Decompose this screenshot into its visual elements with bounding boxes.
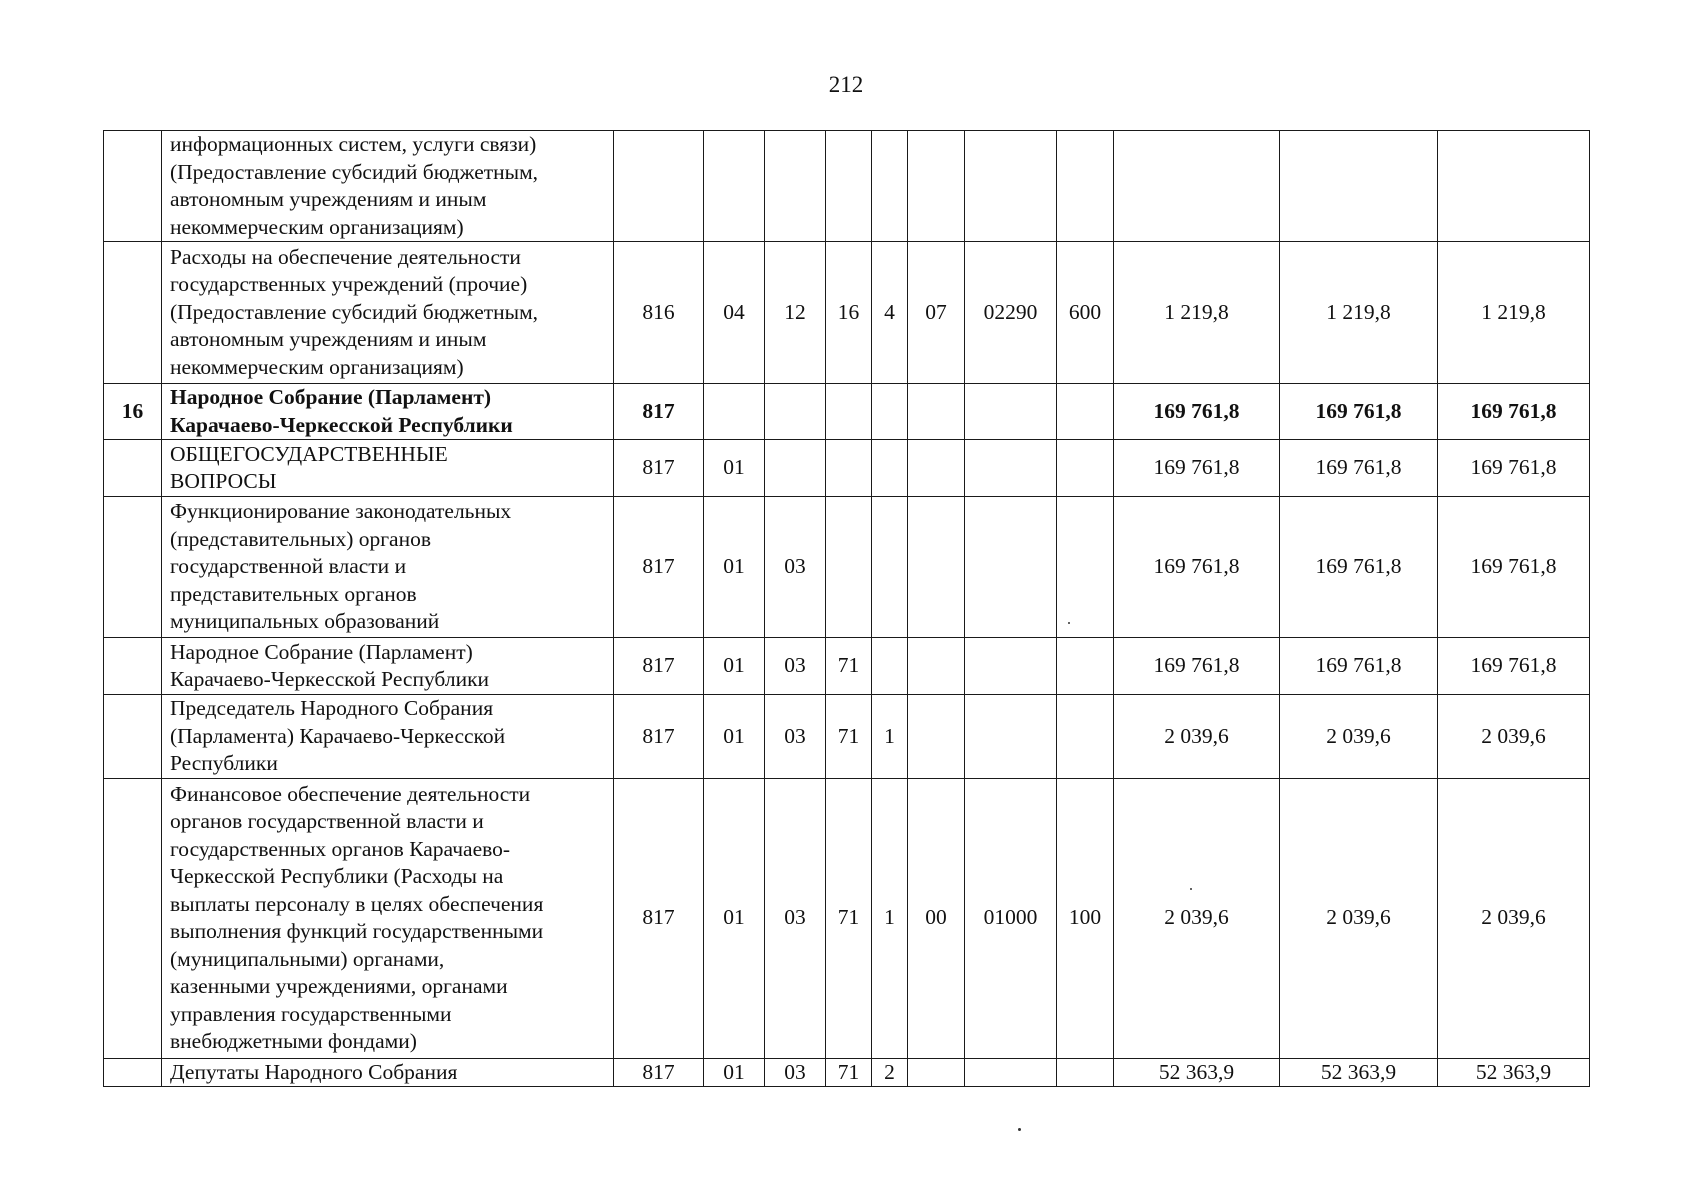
code-subprogram-cell: 2 bbox=[872, 1058, 908, 1086]
row-number-cell bbox=[104, 778, 162, 1058]
amount-year-3-cell: 1 219,8 bbox=[1438, 242, 1590, 384]
scan-speck bbox=[1190, 888, 1192, 890]
amount-year-2-cell: 169 761,8 bbox=[1280, 497, 1438, 638]
item-name-cell: информационных систем, услуги связи) (Предоставление субсидий бюджетным, автономным учреждениям и иным некоммерческим организациям) bbox=[162, 131, 614, 242]
code-expense-type-cell bbox=[1057, 131, 1114, 242]
code-ministry-cell: 817 bbox=[614, 1058, 704, 1086]
row-number-cell bbox=[104, 1058, 162, 1086]
table-row bbox=[104, 497, 1590, 638]
code-subsection-cell: 12 bbox=[765, 242, 826, 384]
table-row bbox=[104, 384, 1590, 440]
code-direction-cell: 02290 bbox=[965, 242, 1057, 384]
scan-speck bbox=[1068, 622, 1070, 624]
code-main-event-cell: 00 bbox=[908, 778, 965, 1058]
amount-year-2-cell: 2 039,6 bbox=[1280, 695, 1438, 779]
scan-speck bbox=[1018, 1128, 1021, 1131]
amount-year-3-cell: 169 761,8 bbox=[1438, 384, 1590, 440]
amount-year-3-cell: 2 039,6 bbox=[1438, 778, 1590, 1058]
amount-year-3-cell: 169 761,8 bbox=[1438, 440, 1590, 497]
code-subprogram-cell bbox=[872, 440, 908, 497]
code-program-cell bbox=[826, 131, 872, 242]
code-expense-type-cell: 600 bbox=[1057, 242, 1114, 384]
item-name-cell: ОБЩЕГОСУДАРСТВЕННЫЕ ВОПРОСЫ bbox=[162, 440, 614, 497]
code-subsection-cell: 03 bbox=[765, 695, 826, 779]
table-row bbox=[104, 440, 1590, 497]
code-main-event-cell bbox=[908, 638, 965, 695]
amount-year-3-cell bbox=[1438, 131, 1590, 242]
amount-year-2-cell: 2 039,6 bbox=[1280, 778, 1438, 1058]
code-section-cell bbox=[704, 384, 765, 440]
amount-year-1-cell: 169 761,8 bbox=[1114, 638, 1280, 695]
code-subprogram-cell bbox=[872, 131, 908, 242]
code-subprogram-cell bbox=[872, 384, 908, 440]
code-ministry-cell: 817 bbox=[614, 497, 704, 638]
code-subprogram-cell bbox=[872, 638, 908, 695]
amount-year-3-cell: 169 761,8 bbox=[1438, 497, 1590, 638]
code-ministry-cell: 817 bbox=[614, 638, 704, 695]
item-name-cell: Функционирование законодательных (представительных) органов государственной власти и представительных органов муниципальных образований bbox=[162, 497, 614, 638]
page-number: 212 bbox=[828, 72, 864, 97]
amount-year-3-cell: 169 761,8 bbox=[1438, 638, 1590, 695]
code-program-cell bbox=[826, 440, 872, 497]
code-section-cell: 01 bbox=[704, 695, 765, 779]
code-subprogram-cell: 4 bbox=[872, 242, 908, 384]
table-row bbox=[104, 695, 1590, 779]
amount-year-3-cell: 2 039,6 bbox=[1438, 695, 1590, 779]
table-row bbox=[104, 131, 1590, 242]
amount-year-2-cell bbox=[1280, 131, 1438, 242]
item-name-cell: Народное Собрание (Парламент) Карачаево-Черкесской Республики bbox=[162, 638, 614, 695]
code-section-cell: 01 bbox=[704, 778, 765, 1058]
code-main-event-cell bbox=[908, 695, 965, 779]
code-program-cell: 16 bbox=[826, 242, 872, 384]
code-direction-cell: 01000 bbox=[965, 778, 1057, 1058]
item-name-cell: Расходы на обеспечение деятельности государственных учреждений (прочие) (Предоставление субсидий бюджетным, автономным учреждениям и иным некоммерческим организациям) bbox=[162, 242, 614, 384]
code-direction-cell bbox=[965, 497, 1057, 638]
code-section-cell: 01 bbox=[704, 1058, 765, 1086]
row-number-cell bbox=[104, 638, 162, 695]
code-subprogram-cell: 1 bbox=[872, 778, 908, 1058]
amount-year-1-cell: 1 219,8 bbox=[1114, 242, 1280, 384]
table-row bbox=[104, 1058, 1590, 1086]
row-number-cell bbox=[104, 497, 162, 638]
code-program-cell bbox=[826, 497, 872, 638]
code-ministry-cell: 817 bbox=[614, 695, 704, 779]
code-subsection-cell: 03 bbox=[765, 778, 826, 1058]
row-number-cell bbox=[104, 440, 162, 497]
code-program-cell: 71 bbox=[826, 1058, 872, 1086]
code-program-cell: 71 bbox=[826, 695, 872, 779]
amount-year-1-cell: 169 761,8 bbox=[1114, 384, 1280, 440]
amount-year-2-cell: 169 761,8 bbox=[1280, 384, 1438, 440]
code-section-cell: 01 bbox=[704, 497, 765, 638]
row-number-cell bbox=[104, 131, 162, 242]
code-expense-type-cell bbox=[1057, 1058, 1114, 1086]
code-program-cell: 71 bbox=[826, 638, 872, 695]
amount-year-1-cell: 169 761,8 bbox=[1114, 440, 1280, 497]
code-subprogram-cell: 1 bbox=[872, 695, 908, 779]
code-ministry-cell bbox=[614, 131, 704, 242]
table-row bbox=[104, 638, 1590, 695]
code-ministry-cell: 817 bbox=[614, 440, 704, 497]
item-name-cell: Депутаты Народного Собрания bbox=[162, 1058, 614, 1086]
code-direction-cell bbox=[965, 638, 1057, 695]
code-section-cell: 01 bbox=[704, 440, 765, 497]
code-main-event-cell bbox=[908, 131, 965, 242]
code-main-event-cell bbox=[908, 440, 965, 497]
code-subsection-cell: 03 bbox=[765, 497, 826, 638]
budget-table bbox=[103, 130, 1590, 1087]
code-subsection-cell: 03 bbox=[765, 1058, 826, 1086]
row-number-cell bbox=[104, 695, 162, 779]
code-ministry-cell: 816 bbox=[614, 242, 704, 384]
code-main-event-cell bbox=[908, 384, 965, 440]
code-program-cell bbox=[826, 384, 872, 440]
table-row bbox=[104, 778, 1590, 1058]
code-expense-type-cell bbox=[1057, 440, 1114, 497]
code-section-cell bbox=[704, 131, 765, 242]
code-direction-cell bbox=[965, 440, 1057, 497]
code-ministry-cell: 817 bbox=[614, 384, 704, 440]
code-subsection-cell bbox=[765, 131, 826, 242]
code-expense-type-cell bbox=[1057, 497, 1114, 638]
code-expense-type-cell bbox=[1057, 695, 1114, 779]
amount-year-1-cell: 2 039,6 bbox=[1114, 778, 1280, 1058]
code-direction-cell bbox=[965, 384, 1057, 440]
code-subsection-cell bbox=[765, 440, 826, 497]
code-expense-type-cell bbox=[1057, 638, 1114, 695]
code-section-cell: 04 bbox=[704, 242, 765, 384]
amount-year-1-cell bbox=[1114, 131, 1280, 242]
amount-year-3-cell: 52 363,9 bbox=[1438, 1058, 1590, 1086]
code-subsection-cell: 03 bbox=[765, 638, 826, 695]
code-direction-cell bbox=[965, 131, 1057, 242]
code-expense-type-cell: 100 bbox=[1057, 778, 1114, 1058]
code-main-event-cell: 07 bbox=[908, 242, 965, 384]
code-subsection-cell bbox=[765, 384, 826, 440]
code-main-event-cell bbox=[908, 1058, 965, 1086]
code-expense-type-cell bbox=[1057, 384, 1114, 440]
amount-year-1-cell: 52 363,9 bbox=[1114, 1058, 1280, 1086]
amount-year-2-cell: 169 761,8 bbox=[1280, 638, 1438, 695]
amount-year-1-cell: 2 039,6 bbox=[1114, 695, 1280, 779]
code-main-event-cell bbox=[908, 497, 965, 638]
code-ministry-cell: 817 bbox=[614, 778, 704, 1058]
code-program-cell: 71 bbox=[826, 778, 872, 1058]
code-direction-cell bbox=[965, 1058, 1057, 1086]
item-name-cell: Народное Собрание (Парламент) Карачаево-Черкесской Республики bbox=[162, 384, 614, 440]
code-section-cell: 01 bbox=[704, 638, 765, 695]
row-number-cell: 16 bbox=[104, 384, 162, 440]
code-direction-cell bbox=[965, 695, 1057, 779]
amount-year-2-cell: 52 363,9 bbox=[1280, 1058, 1438, 1086]
budget-table-body bbox=[104, 131, 1590, 1087]
amount-year-2-cell: 169 761,8 bbox=[1280, 440, 1438, 497]
row-number-cell bbox=[104, 242, 162, 384]
code-subprogram-cell bbox=[872, 497, 908, 638]
item-name-cell: Председатель Народного Собрания (Парламента) Карачаево-Черкесской Республики bbox=[162, 695, 614, 779]
amount-year-2-cell: 1 219,8 bbox=[1280, 242, 1438, 384]
table-row bbox=[104, 242, 1590, 384]
amount-year-1-cell: 169 761,8 bbox=[1114, 497, 1280, 638]
item-name-cell: Финансовое обеспечение деятельности органов государственной власти и государственных органов Карачаево- Черкесской Республики (Расходы на выплаты персоналу в целях обеспечения выполнения функций государственными (муниципальными) органами, казенными учреждениями, органами управления государственными внебюджетными фондами) bbox=[162, 778, 614, 1058]
